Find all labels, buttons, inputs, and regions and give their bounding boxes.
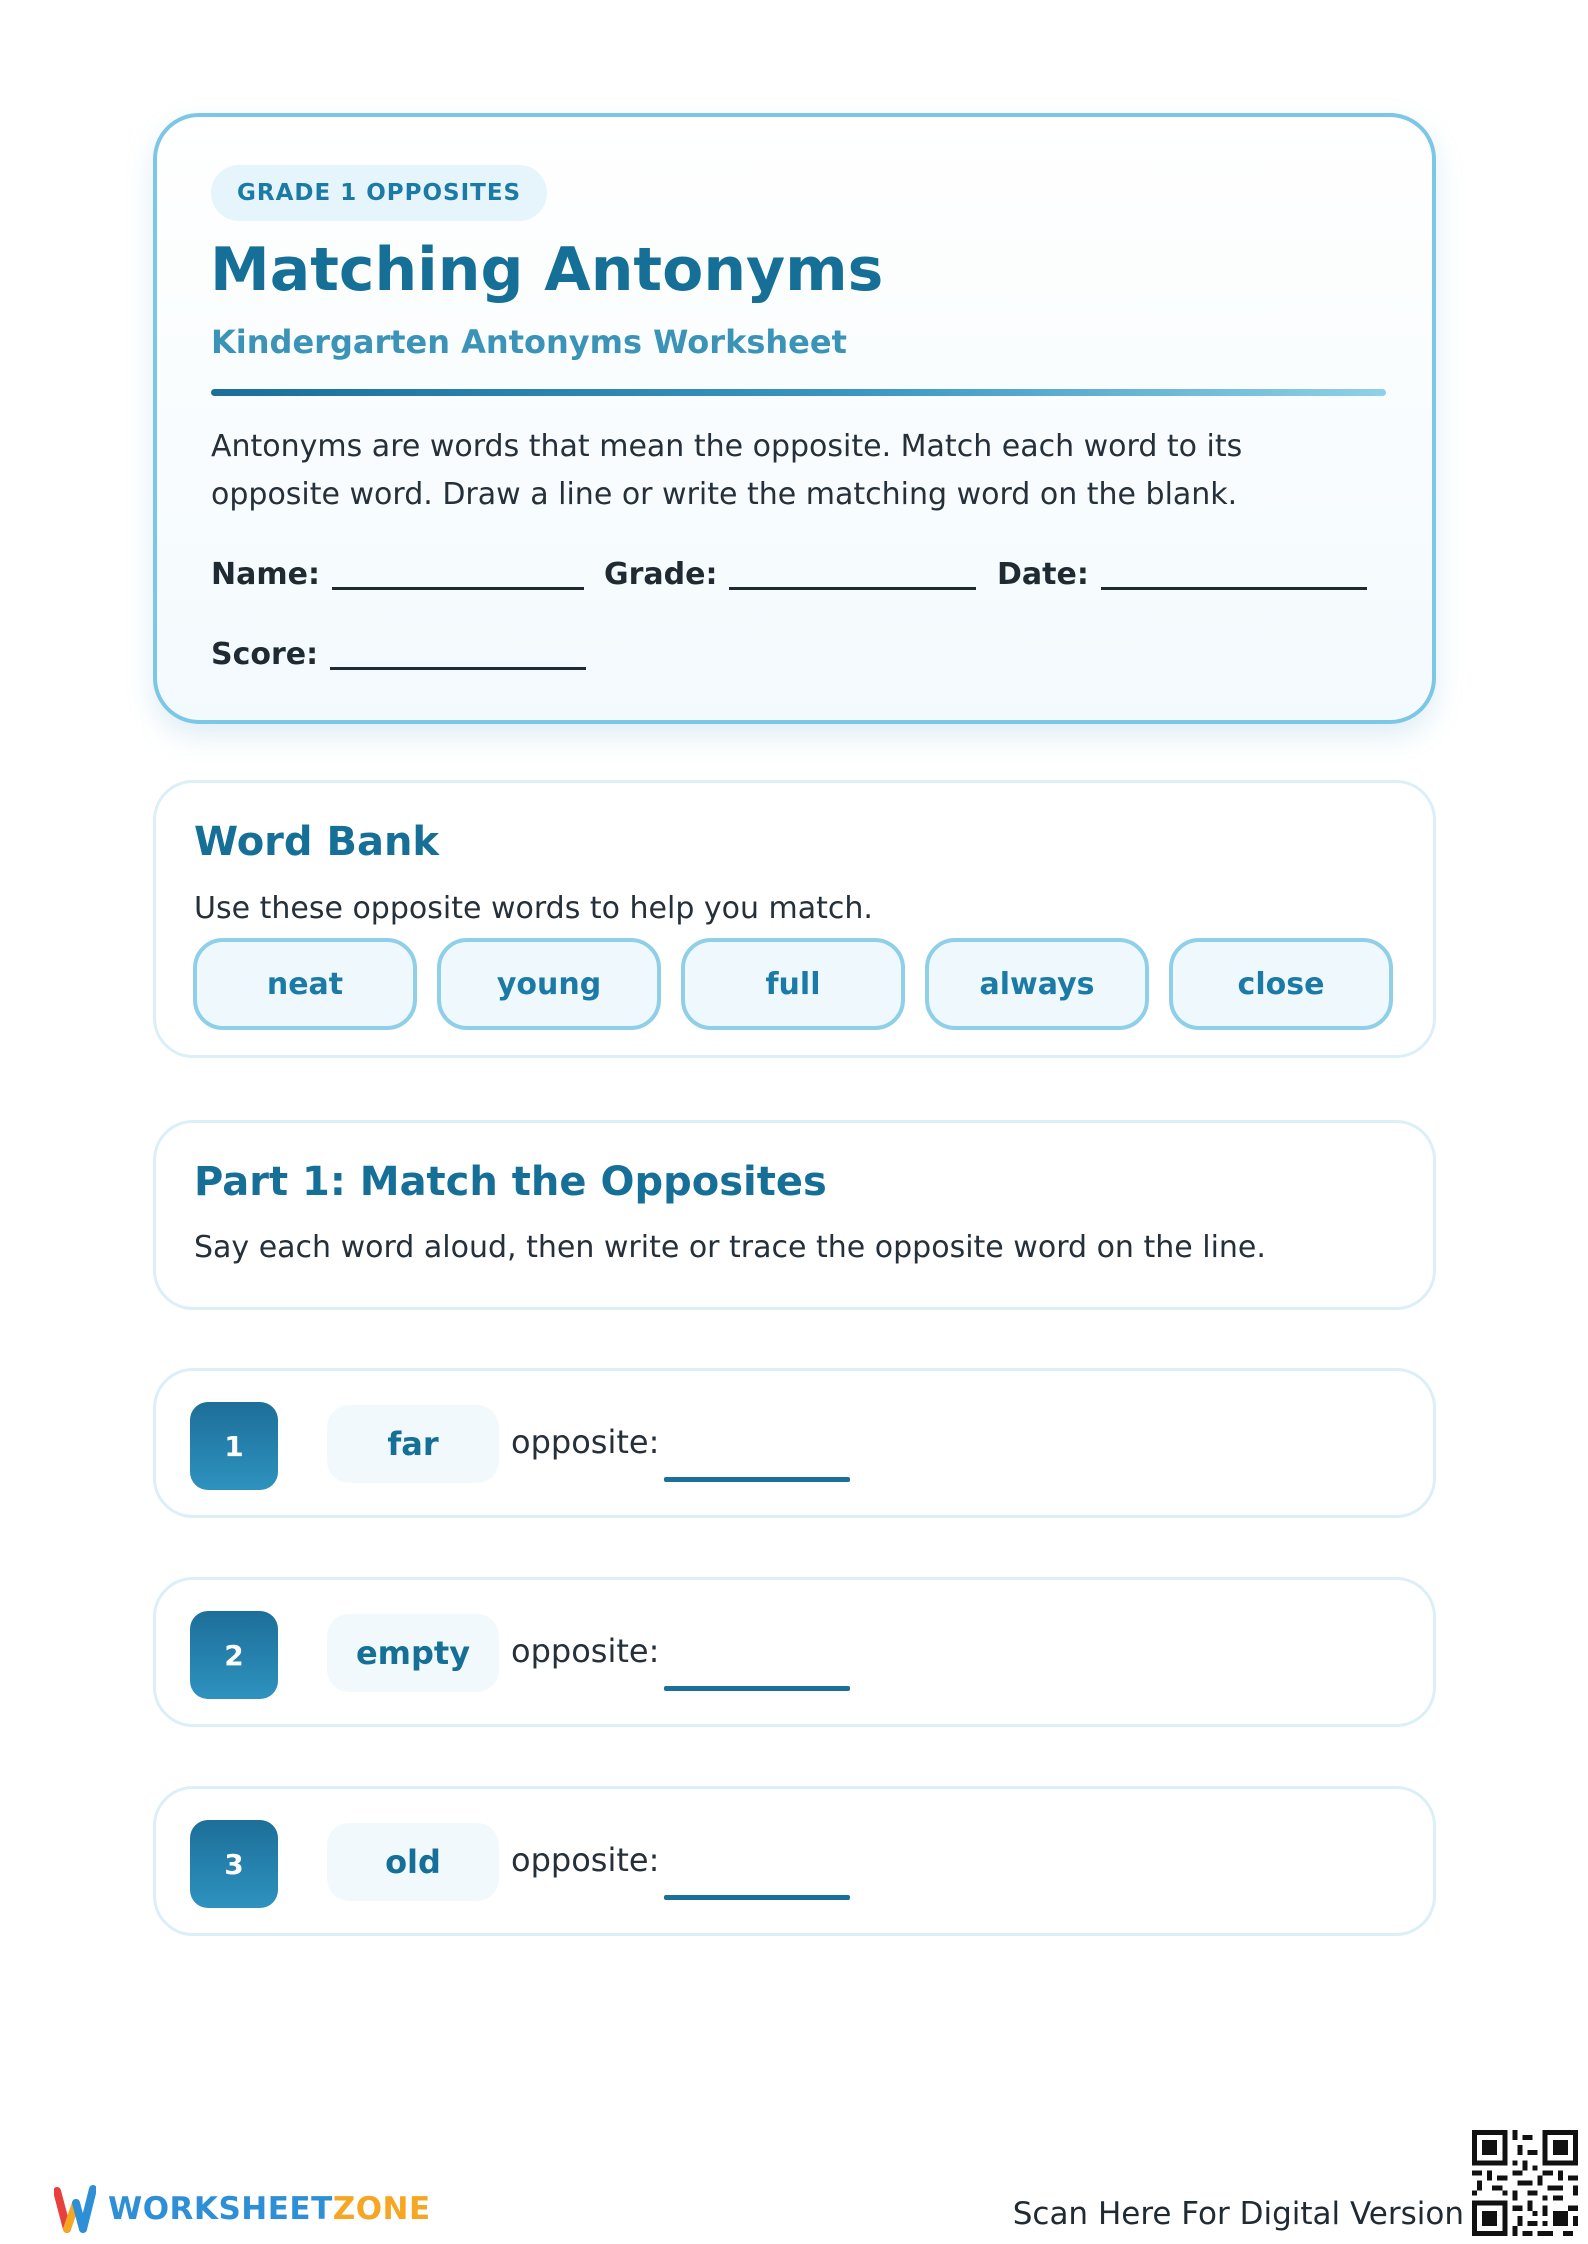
score-field: [211, 637, 586, 672]
word-bank-chip[interactable]: young: [437, 938, 661, 1030]
part1-instruction: Say each word aloud, then write or trace the opposite word on the line.: [194, 1230, 1266, 1265]
question-row: [153, 1368, 1436, 1518]
intro-text: Antonyms are words that mean the opposite. Match each word to its opposite word. Draw a line or write the matching word on the blank.: [211, 429, 1243, 512]
opposite-label: opposite:: [511, 1423, 660, 1461]
word-bank-chip[interactable]: full: [681, 938, 905, 1030]
answer-blank[interactable]: [664, 1895, 850, 1900]
question-number-badge: 3: [190, 1820, 278, 1908]
grade-label: Grade:: [604, 557, 718, 592]
grade-blank[interactable]: [729, 587, 976, 590]
question-number-badge: 1: [190, 1402, 278, 1490]
score-blank[interactable]: [330, 667, 586, 670]
date-blank[interactable]: [1101, 587, 1367, 590]
question-word: empty: [327, 1614, 499, 1692]
logo-text: [108, 2191, 431, 2227]
word-bank-title: Word Bank: [194, 819, 440, 865]
question-word: old: [327, 1823, 499, 1901]
name-blank[interactable]: [332, 587, 584, 590]
date-field: [997, 557, 1367, 592]
part1-title: Part 1: Match the Opposites: [194, 1159, 827, 1205]
question-number-badge: 2: [190, 1611, 278, 1699]
question-row: [153, 1786, 1436, 1936]
opposite-label: opposite:: [511, 1841, 660, 1879]
score-label: Score:: [211, 637, 319, 672]
worksheetzone-logo[interactable]: [54, 2183, 431, 2235]
word-bank-card: [153, 780, 1436, 1058]
question-word: far: [327, 1405, 499, 1483]
word-bank-chip[interactable]: neat: [193, 938, 417, 1030]
worksheetzone-logo-icon: [54, 2183, 96, 2235]
qr-code-icon[interactable]: [1472, 2130, 1578, 2236]
grade-field: [604, 557, 976, 592]
scan-text: Scan Here For Digital Version: [1012, 2196, 1464, 2232]
word-bank-chip[interactable]: always: [925, 938, 1149, 1030]
answer-blank[interactable]: [664, 1477, 850, 1482]
question-row: [153, 1577, 1436, 1727]
logo-text-worksheet: WORKSHEET: [108, 2191, 333, 2227]
grade-badge: GRADE 1 OPPOSITES: [211, 165, 547, 221]
name-label: Name:: [211, 557, 320, 592]
date-label: Date:: [997, 557, 1089, 592]
header-card: [153, 113, 1436, 724]
title-divider: [211, 389, 1386, 396]
page-title: Matching Antonyms: [210, 235, 884, 305]
page-subtitle: Kindergarten Antonyms Worksheet: [211, 323, 847, 361]
name-field: [211, 557, 584, 592]
word-bank-instruction: Use these opposite words to help you match.: [194, 891, 873, 926]
logo-text-zone: ZONE: [332, 2191, 431, 2227]
answer-blank[interactable]: [664, 1686, 850, 1691]
opposite-label: opposite:: [511, 1632, 660, 1670]
part1-card: [153, 1120, 1436, 1310]
word-bank-chip[interactable]: close: [1169, 938, 1393, 1030]
